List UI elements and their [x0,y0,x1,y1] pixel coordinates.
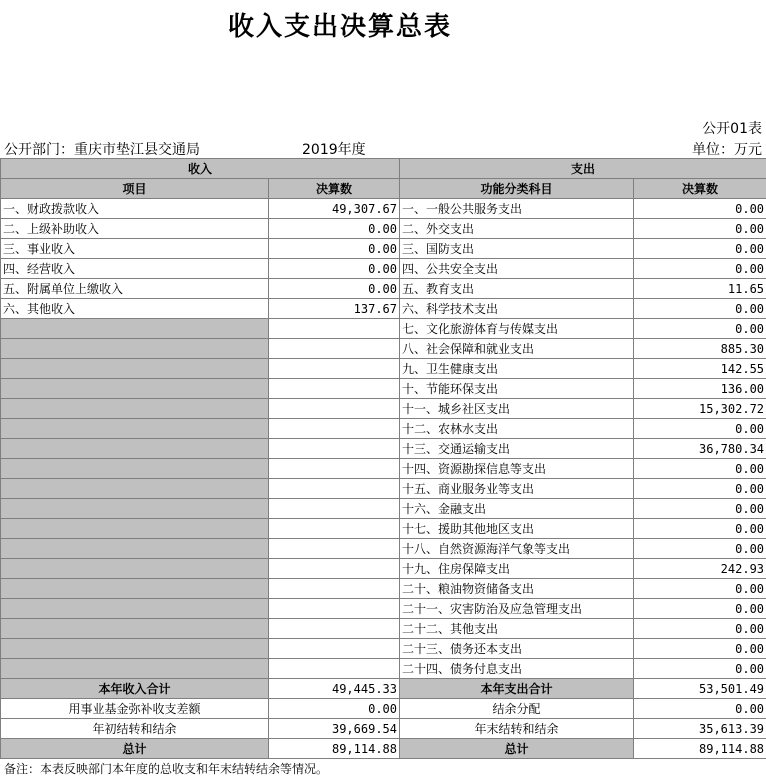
income-item: 三、事业收入 [1,239,269,259]
expense-amount: 0.00 [634,539,766,559]
income-amount: 49,307.67 [269,199,400,219]
form-number: 公开01表 [702,121,762,137]
expense-item: 十六、金融支出 [400,499,634,519]
expense-amount: 0.00 [634,519,766,539]
expense-amount: 15,302.72 [634,399,766,419]
income-amount [269,359,400,379]
income-amount: 137.67 [269,299,400,319]
income-item [1,539,269,559]
expense-amount: 11.65 [634,279,766,299]
expense-item: 十九、住房保障支出 [400,559,634,579]
summary-expense-label: 本年支出合计 [400,679,634,699]
income-amount [269,439,400,459]
table-row [1,479,766,499]
expense-amount: 0.00 [634,619,766,639]
table-row [1,379,766,399]
summary-expense-amount: 53,501.49 [634,679,766,699]
table-row [1,519,766,539]
expense-amount: 0.00 [634,479,766,499]
summary-expense-amount: 89,114.88 [634,739,766,759]
expense-item: 六、科学技术支出 [400,299,634,319]
expense-item: 十四、资源勘探信息等支出 [400,459,634,479]
table-row [1,439,766,459]
expense-amount: 0.00 [634,459,766,479]
expense-amount: 0.00 [634,419,766,439]
income-amount-header: 决算数 [269,179,400,199]
table-body [1,199,766,759]
summary-income-label: 总计 [1,739,269,759]
summary-expense-label: 总计 [400,739,634,759]
income-amount [269,339,400,359]
table-row [1,659,766,679]
section-header-row [1,159,766,179]
expense-amount: 142.55 [634,359,766,379]
income-item [1,319,269,339]
expense-amount: 885.30 [634,339,766,359]
summary-income-amount: 89,114.88 [269,739,400,759]
income-amount [269,519,400,539]
expense-item: 四、公共安全支出 [400,259,634,279]
income-amount [269,619,400,639]
unit-label: 单位：万元 [692,142,762,158]
summary-income-amount: 49,445.33 [269,679,400,699]
table-row [1,339,766,359]
item-column-header: 项目 [1,179,269,199]
summary-row [1,719,766,739]
table-row [1,299,766,319]
table-row [1,539,766,559]
income-item [1,419,269,439]
table-row [1,559,766,579]
income-amount [269,399,400,419]
income-amount [269,599,400,619]
expense-item: 十七、援助其他地区支出 [400,519,634,539]
income-item [1,379,269,399]
expense-item: 十五、商业服务业等支出 [400,479,634,499]
expense-item: 十一、城乡社区支出 [400,399,634,419]
income-header: 收入 [1,159,400,179]
income-item: 一、财政拨款收入 [1,199,269,219]
expense-item: 十三、交通运输支出 [400,439,634,459]
income-item: 六、其他收入 [1,299,269,319]
expense-item: 一、一般公共服务支出 [400,199,634,219]
income-item [1,499,269,519]
summary-row [1,699,766,719]
income-item [1,639,269,659]
department-label: 公开部门：重庆市垫江县交通局 [4,142,200,158]
income-item [1,339,269,359]
income-item [1,519,269,539]
income-amount [269,539,400,559]
summary-income-label: 用事业基金弥补收支差额 [1,699,269,719]
expense-item: 七、文化旅游体育与传媒支出 [400,319,634,339]
table-row [1,359,766,379]
expense-item: 二十、粮油物资储备支出 [400,579,634,599]
income-item [1,439,269,459]
expense-amount: 0.00 [634,219,766,239]
table-row [1,579,766,599]
expense-amount: 36,780.34 [634,439,766,459]
income-item [1,399,269,419]
income-item [1,559,269,579]
page-title: 收入支出决算总表 [227,12,452,42]
income-item [1,479,269,499]
expense-item: 二十二、其他支出 [400,619,634,639]
expense-item: 八、社会保障和就业支出 [400,339,634,359]
income-item [1,619,269,639]
expense-amount: 0.00 [634,599,766,619]
summary-income-amount: 0.00 [269,699,400,719]
expense-item: 二十一、灾害防治及应急管理支出 [400,599,634,619]
budget-table [0,158,766,759]
table-row [1,619,766,639]
expense-amount: 0.00 [634,319,766,339]
table-row [1,399,766,419]
income-item: 四、经营收入 [1,259,269,279]
income-amount: 0.00 [269,239,400,259]
column-header-row [1,179,766,199]
income-amount: 0.00 [269,219,400,239]
income-item [1,459,269,479]
income-amount [269,639,400,659]
summary-expense-label: 年末结转和结余 [400,719,634,739]
expense-item: 二十四、债务付息支出 [400,659,634,679]
fiscal-year: 2019年度 [302,142,366,158]
income-amount [269,579,400,599]
summary-expense-amount: 35,613.39 [634,719,766,739]
expense-amount: 0.00 [634,299,766,319]
expense-item: 十、节能环保支出 [400,379,634,399]
table-row [1,419,766,439]
expense-amount: 0.00 [634,259,766,279]
table-row [1,259,766,279]
table-row [1,459,766,479]
income-item [1,579,269,599]
income-item: 二、上级补助收入 [1,219,269,239]
summary-row [1,739,766,759]
table-row [1,279,766,299]
table-row [1,219,766,239]
expense-item: 十八、自然资源海洋气象等支出 [400,539,634,559]
expense-item: 十二、农林水支出 [400,419,634,439]
expense-header: 支出 [400,159,766,179]
summary-expense-amount: 0.00 [634,699,766,719]
expense-item: 二、外交支出 [400,219,634,239]
table-row [1,499,766,519]
expense-item: 五、教育支出 [400,279,634,299]
expense-amount: 0.00 [634,199,766,219]
income-amount: 0.00 [269,259,400,279]
summary-row [1,679,766,699]
expense-amount: 242.93 [634,559,766,579]
table-row [1,319,766,339]
income-amount [269,319,400,339]
income-amount: 0.00 [269,279,400,299]
table-row [1,599,766,619]
income-amount [269,379,400,399]
income-amount [269,659,400,679]
income-item [1,359,269,379]
expense-item: 二十三、债务还本支出 [400,639,634,659]
function-column-header: 功能分类科目 [400,179,634,199]
expense-item: 三、国防支出 [400,239,634,259]
income-amount [269,479,400,499]
income-amount [269,419,400,439]
summary-income-label: 年初结转和结余 [1,719,269,739]
summary-income-label: 本年收入合计 [1,679,269,699]
income-item [1,659,269,679]
expense-amount: 0.00 [634,659,766,679]
expense-amount: 0.00 [634,639,766,659]
expense-item: 九、卫生健康支出 [400,359,634,379]
expense-amount: 0.00 [634,579,766,599]
table-row [1,239,766,259]
table-row [1,639,766,659]
summary-expense-label: 结余分配 [400,699,634,719]
income-amount [269,459,400,479]
footnote: 备注：本表反映部门本年度的总收支和年末结转结余等情况。 [4,762,329,776]
income-item: 五、附属单位上缴收入 [1,279,269,299]
expense-amount-header: 决算数 [634,179,766,199]
expense-amount: 136.00 [634,379,766,399]
table-row [1,199,766,219]
expense-amount: 0.00 [634,499,766,519]
income-item [1,599,269,619]
income-amount [269,559,400,579]
summary-income-amount: 39,669.54 [269,719,400,739]
expense-amount: 0.00 [634,239,766,259]
income-amount [269,499,400,519]
